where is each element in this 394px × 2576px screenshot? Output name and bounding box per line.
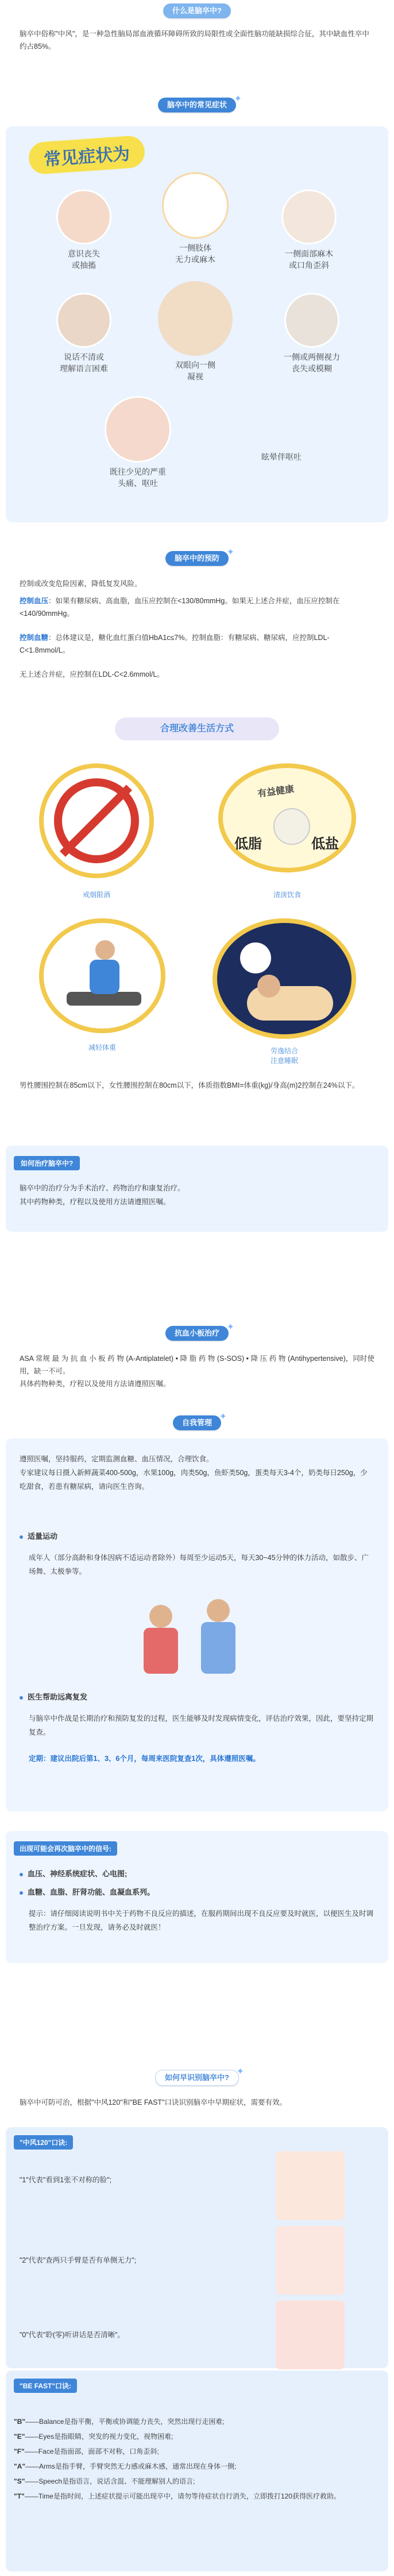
lifestyle-label: 清淡饮食	[273, 891, 301, 899]
rehab-head: 医生帮助远离复发	[20, 1691, 87, 1702]
symptoms-card	[6, 126, 388, 522]
treat-card	[6, 1146, 388, 1232]
eyes-gaze-icon	[158, 281, 233, 356]
arm-weakness-icon	[276, 2226, 345, 2295]
fast120-item: "2"代表"查两只手臂是否有单侧无力";	[20, 2256, 137, 2264]
fast120-item: "0"代表"聆(零)听讲话是否清晰"。	[20, 2331, 125, 2339]
treat-badge: 如何治疗脑卒中?	[14, 1156, 80, 1170]
section-badge-anti-platelet: 抗血小板治疗 ✦	[165, 1326, 229, 1341]
symptom-item: 一侧或两侧视力 丧失或模糊	[263, 293, 361, 374]
befast-list	[14, 2414, 377, 2504]
fast120-card	[6, 2127, 388, 2368]
healthy-food-icon: 有益健康 低脂 低盐	[218, 763, 356, 872]
prevention-intro: 控制或改变危险因素，降低复发风险。	[20, 580, 142, 588]
section-badge-prevention: 脑卒中的预防 ✦	[165, 551, 229, 566]
rehab-text: 与脑卒中作战是长期治疗和预防复发的过程，医生能够及时发现病情变化，评估治疗效果，因此，要坚持定期复查。	[29, 1714, 374, 1736]
no-smoking-icon	[39, 763, 154, 878]
befast-item: "B"——Balance是指平衡，平衡或协调能力丧失，突然出现行走困难;	[14, 2418, 225, 2426]
attention-card	[6, 1831, 388, 1963]
self-card	[6, 1438, 388, 1811]
speech-difficulty-icon	[56, 293, 111, 348]
fast120-item: "1"代表"看到1张不对称的脸";	[20, 2176, 112, 2184]
symptom-item: 意识丧失 或抽搐	[38, 189, 130, 271]
exercise-text: 成年人（部分高龄和身体因病不适运动者除外）每周至少运动5天，每天30~45分钟的体力活动，如散步、广场舞、太极拳等。	[29, 1554, 369, 1576]
section-badge-self: 自我管理 ✦	[173, 1415, 221, 1430]
lifestyle-title: 合理改善生活方式	[160, 724, 234, 734]
weight-paragraph: 男性腰围控制在85cm以下，女性腰围控制在80cm以下，体质指数BMI=体重(kg)/身高(m)2控制在24%以下。	[20, 1081, 360, 1089]
sleep-icon	[213, 918, 356, 1039]
headache-icon	[105, 396, 171, 463]
befast-item: "E"——Eyes是指眼睛，突发的视力变化，视物困难;	[14, 2433, 173, 2441]
befast-title: "BE FAST"口诀:	[14, 2379, 77, 2393]
person-hand-head-icon	[56, 189, 111, 245]
symptom-item: 一侧肢体 无力或麻木	[149, 172, 241, 265]
befast-card	[6, 2371, 388, 2571]
contact-intro: 脑卒中可防可治，根据"中风120"和"BE FAST"口诀识别脑卒中早期症状，需要有效。	[20, 2098, 287, 2106]
face-numb-icon	[281, 189, 337, 245]
attention-item: 血糖、血脂、肝肾功能、血凝血系列。	[20, 1886, 154, 1897]
badge-label: 什么是脑卒中?	[172, 6, 222, 15]
fast120-title: "中风120"口诀:	[14, 2135, 73, 2150]
lifestyle-label: 减轻体重	[88, 1043, 116, 1052]
attention-item: 血压、神经系统症状、心电图;	[20, 1868, 127, 1879]
attention-title: 出现可能会再次脑卒中的信号:	[14, 1841, 117, 1856]
anti-paragraph: ASA 常规 最 为 抗 血 小 板 药 物 (A-Antiplatelet) • 降 脂 药 物 (S-SOS) • 降 压 药 物 (Antihypertensive)，同时使用，缺一不可。 具体药物种类，疗程以及使用方法请遵照医嘱。	[20, 1355, 374, 1388]
lifestyle-header	[115, 717, 279, 740]
exercise-illustration-icon	[144, 1593, 247, 1679]
befast-item: "A"——Arms是指手臂，手臂突然无力感或麻木感，通常出现在身体一侧;	[14, 2462, 237, 2470]
prevention-line: 控制血糖：总体建议是，糖化血红蛋白值HbA1c≤7%。控制血脂：有糖尿病、糖尿病，应控制LDL-C<1.8mmol/L。	[20, 634, 330, 654]
self-intro: 遵照医嘱，坚持服药，定期监测血糖、血压情况，合理饮食。 专家建议每日摄入新鲜蔬菜400-500g，水果100g，肉类50g，鱼虾类50g，蛋类每天3-4个，奶类每日250g，少吃甜食，若患有糖尿病，请向医生咨询。	[20, 1455, 368, 1491]
section-badge-symptoms: 脑卒中的常见症状 ✦	[158, 98, 236, 112]
lifestyle-label: 劳逸结合 注意睡眠	[270, 1047, 298, 1065]
befast-item: "T"——Time是指时间，上述症状提示可能出现卒中，请勿等待症状自行消失，立即拨打120获得医疗救助。	[14, 2492, 341, 2500]
intro-paragraph: 脑卒中俗称"中风"，是一种急性脑局部血液循环障碍所致的局限性或全面性脑功能缺损综合征，其中缺血性卒中约占85%。	[20, 30, 369, 51]
symptom-item: 既往少见的严重 头痛、呕吐	[92, 396, 184, 489]
exercise-head: 适量运动	[20, 1530, 57, 1541]
symptom-item: 眩晕伴呕吐	[261, 452, 302, 461]
lifestyle-label: 戒烟限酒	[82, 891, 110, 899]
treadmill-icon	[39, 918, 165, 1033]
prevention-line: 无上述合并症，应控制在LDL-C<2.6mmol/L。	[20, 670, 164, 678]
symptoms-title: 常见症状为	[28, 135, 145, 175]
speech-face-icon	[276, 2300, 345, 2369]
rehab-tip: 定期：建议出院后第1、3、6个月，每周来医院复查1次，具体遵照医嘱。	[29, 1755, 260, 1763]
befast-item: "S"——Speech是指语言，说话含混、不能理解别人的语言;	[14, 2477, 195, 2485]
symptom-item: 一侧面部麻木 或口角歪斜	[263, 189, 355, 271]
symptom-item: 双眼向一侧 凝视	[149, 281, 241, 382]
vision-loss-icon	[284, 293, 339, 348]
attention-note: 提示：请仔细阅读说明书中关于药物不良反应的描述，在服药期间出现不良反应要及时就医，以便医生及时调整治疗方案。一旦发现，请务必及时就医！	[29, 1910, 374, 1931]
symptom-item: 说话不清或 理解语言困难	[38, 293, 130, 374]
arm-weak-icon	[162, 172, 229, 239]
treat-text: 脑卒中的治疗分为手术治疗、药物治疗和康复治疗。 其中药物种类，疗程以及使用方法请遵照医嘱。	[20, 1184, 185, 1206]
prevention-line: 控制血压：如果有糖尿病、高血脂，血压应控制在<130/80mmHg。如果无上述合并症，血压应控制在<140/90mmHg。	[20, 597, 340, 618]
befast-item: "F"——Face是指面部，面部不对称，口角歪斜;	[14, 2447, 159, 2455]
section-badge-identify: 如何早识别脑卒中? ✦	[155, 2070, 239, 2086]
section-badge-what-is	[163, 3, 231, 18]
asymmetric-face-icon	[276, 2151, 345, 2220]
